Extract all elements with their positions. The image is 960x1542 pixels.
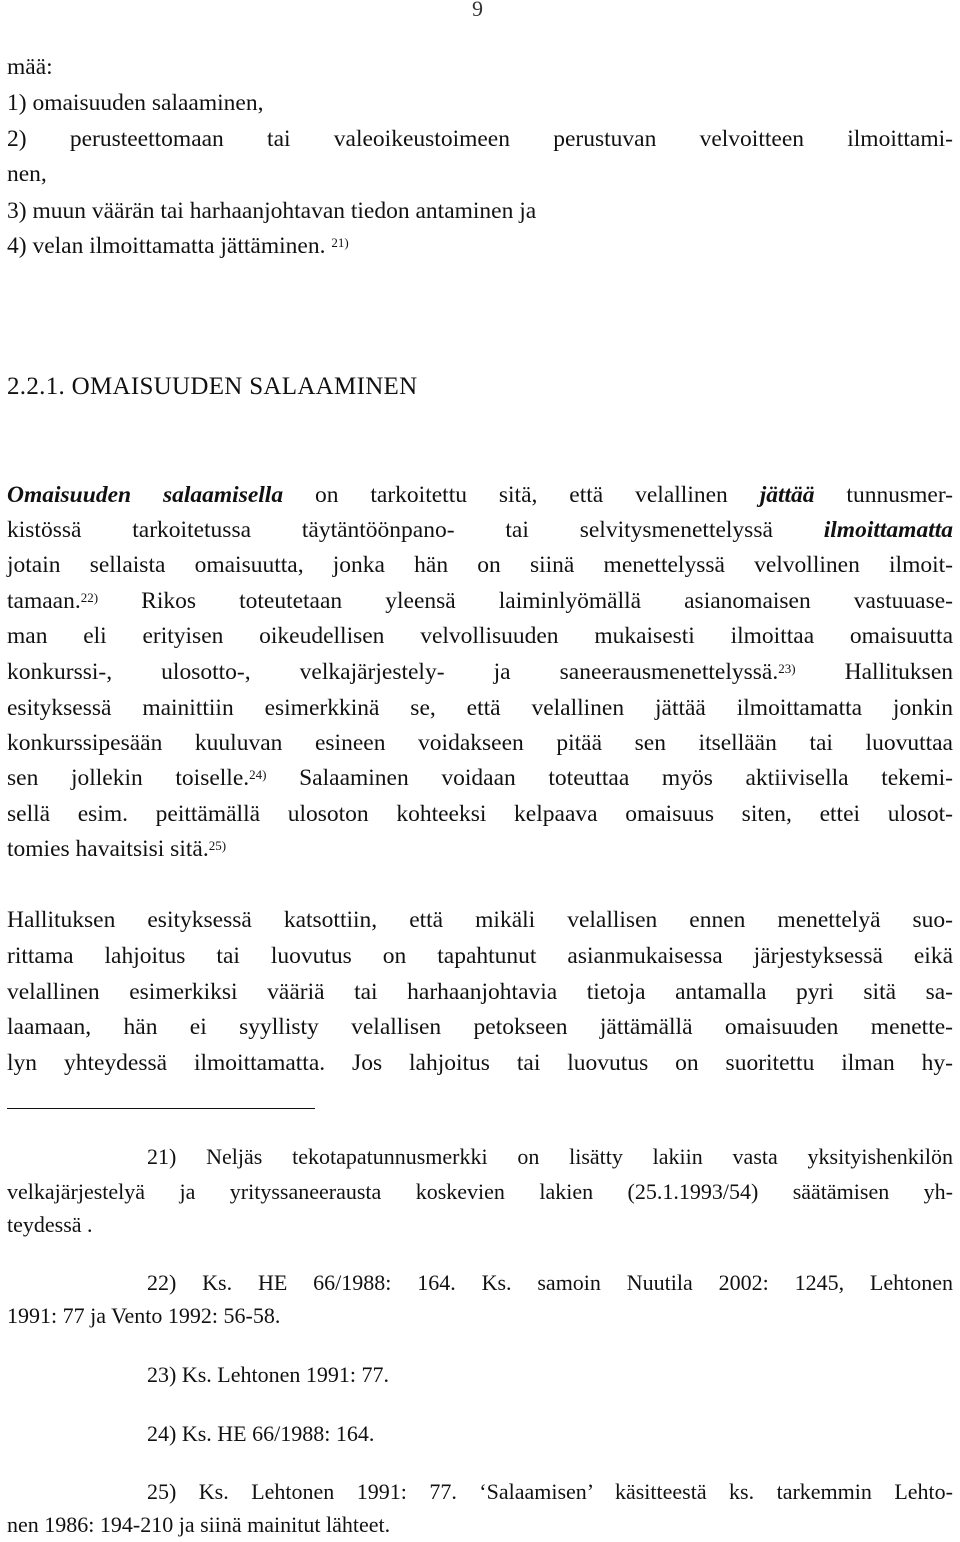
text: sen jollekin toiselle. xyxy=(7,765,250,791)
footnote-21-cont: velkajärjestelyä ja yrityssaneerausta koskevien lakien (25.1.1993/54) säätämisen yh- xyxy=(7,1179,953,1204)
text: tomies havaitsisi sitä. xyxy=(7,836,209,862)
list-item-2: 2) perusteettomaan tai valeoikeustoimeen perustuvan velvoitteen ilmoittami- xyxy=(7,126,953,152)
para2-line: Hallituksen esityksessä katsottiin, että mikäli velallisen ennen menettelyä suo- xyxy=(7,907,953,933)
footnote-21: 21) Neljäs tekotapatunnusmerkki on lisätty lakiin vasta yksityishenkilön xyxy=(147,1144,953,1169)
footnote-25-cont: nen 1986: 194-210 ja siinä mainitut lähteet. xyxy=(7,1512,391,1537)
list-item-2-cont: nen, xyxy=(7,161,47,187)
list-item-1: 1) omaisuuden salaaminen, xyxy=(7,90,264,116)
footnote-ref-21: 21) xyxy=(331,235,349,250)
para1-line: jotain sellaista omaisuutta, jonka hän on siinä menettelyssä velvollinen ilmoit- xyxy=(7,552,953,578)
para2-line: rittama lahjoitus tai luovutus on tapahtunut asianmukaisessa järjestyksessä eikä xyxy=(7,943,953,969)
text: Rikos toteutetaan yleensä laiminlyömällä asianomaisen vastuuase- xyxy=(98,588,953,614)
text: kistössä tarkoitetussa täytäntöönpano- tai selvitysmenettelyssä xyxy=(7,517,824,543)
list-item-4 xyxy=(7,231,349,261)
footnote-ref-24: 24) xyxy=(249,767,267,782)
term-ilmoittamatta: ilmoittamatta xyxy=(823,517,953,543)
para1-line xyxy=(7,480,953,510)
para1-line xyxy=(7,657,953,687)
list-item-3: 3) muun väärän tai harhaanjohtavan tiedon antaminen ja xyxy=(7,198,537,224)
footnote-21-cont: teydessä . xyxy=(7,1212,93,1237)
footnote-ref-23: 23) xyxy=(778,661,796,676)
text: tunnusmer- xyxy=(814,482,953,508)
footnote-22: 22) Ks. HE 66/1988: 164. Ks. samoin Nuutila 2002: 1245, Lehtonen xyxy=(147,1270,953,1295)
intro-line: mää: xyxy=(7,54,53,80)
text: on tarkoitettu sitä, että velallinen xyxy=(283,482,760,508)
term-jattaa: jättää xyxy=(759,482,815,508)
para1-line: esityksessä mainittiin esimerkkinä se, että velallinen jättää ilmoittamatta jonkin xyxy=(7,695,953,721)
text: Hallituksen xyxy=(795,659,953,685)
footnote-ref-25: 25) xyxy=(208,838,227,853)
para2-line: laamaan, hän ei syyllisty velallisen petokseen jättämällä omaisuuden menette- xyxy=(7,1014,953,1040)
footnote-22-cont: 1991: 77 ja Vento 1992: 56-58. xyxy=(7,1303,281,1328)
para1-line: sellä esim. peittämällä ulosoton kohteeksi kelpaava omaisuus siten, ettei ulosot- xyxy=(7,801,953,827)
term-omaisuuden-salaamisella: Omaisuuden salaamisella xyxy=(7,482,284,508)
para1-line xyxy=(7,763,953,793)
text: tamaan. xyxy=(7,588,81,614)
text: konkurssi-, ulosotto-, velkajärjestely- ja saneerausmenettelyssä. xyxy=(7,659,779,685)
para2-line: velallinen esimerkiksi vääriä tai harhaanjohtavia tietoja antamalla pyri sitä sa- xyxy=(7,979,953,1005)
footnote-divider xyxy=(7,1108,315,1109)
footnote-ref-22: 22) xyxy=(80,590,99,605)
para2-line: lyn yhteydessä ilmoittamatta. Jos lahjoitus tai luovutus on suoritettu ilman hy- xyxy=(7,1050,953,1076)
footnote-25: 25) Ks. Lehtonen 1991: 77. ‘Salaamisen’ käsitteestä ks. tarkemmin Lehto- xyxy=(147,1479,953,1504)
para1-line xyxy=(7,834,226,864)
list-item-4-text: 4) velan ilmoittamatta jättäminen. xyxy=(7,233,326,259)
text: Salaaminen voidaan toteuttaa myös aktiivisella tekemi- xyxy=(266,765,953,791)
para1-line: konkurssipesään kuuluvan esineen voidakseen pitää sen itsellään tai luovuttaa xyxy=(7,730,953,756)
para1-line xyxy=(7,515,953,545)
page-number: 9 xyxy=(472,0,483,21)
footnote-23: 23) Ks. Lehtonen 1991: 77. xyxy=(147,1362,389,1387)
section-heading: 2.2.1. OMAISUUDEN SALAAMINEN xyxy=(7,373,418,400)
para1-line: man eli erityisen oikeudellisen velvollisuuden mukaisesti ilmoittaa omaisuutta xyxy=(7,623,953,649)
para1-line xyxy=(7,586,953,616)
footnote-24: 24) Ks. HE 66/1988: 164. xyxy=(147,1421,375,1446)
